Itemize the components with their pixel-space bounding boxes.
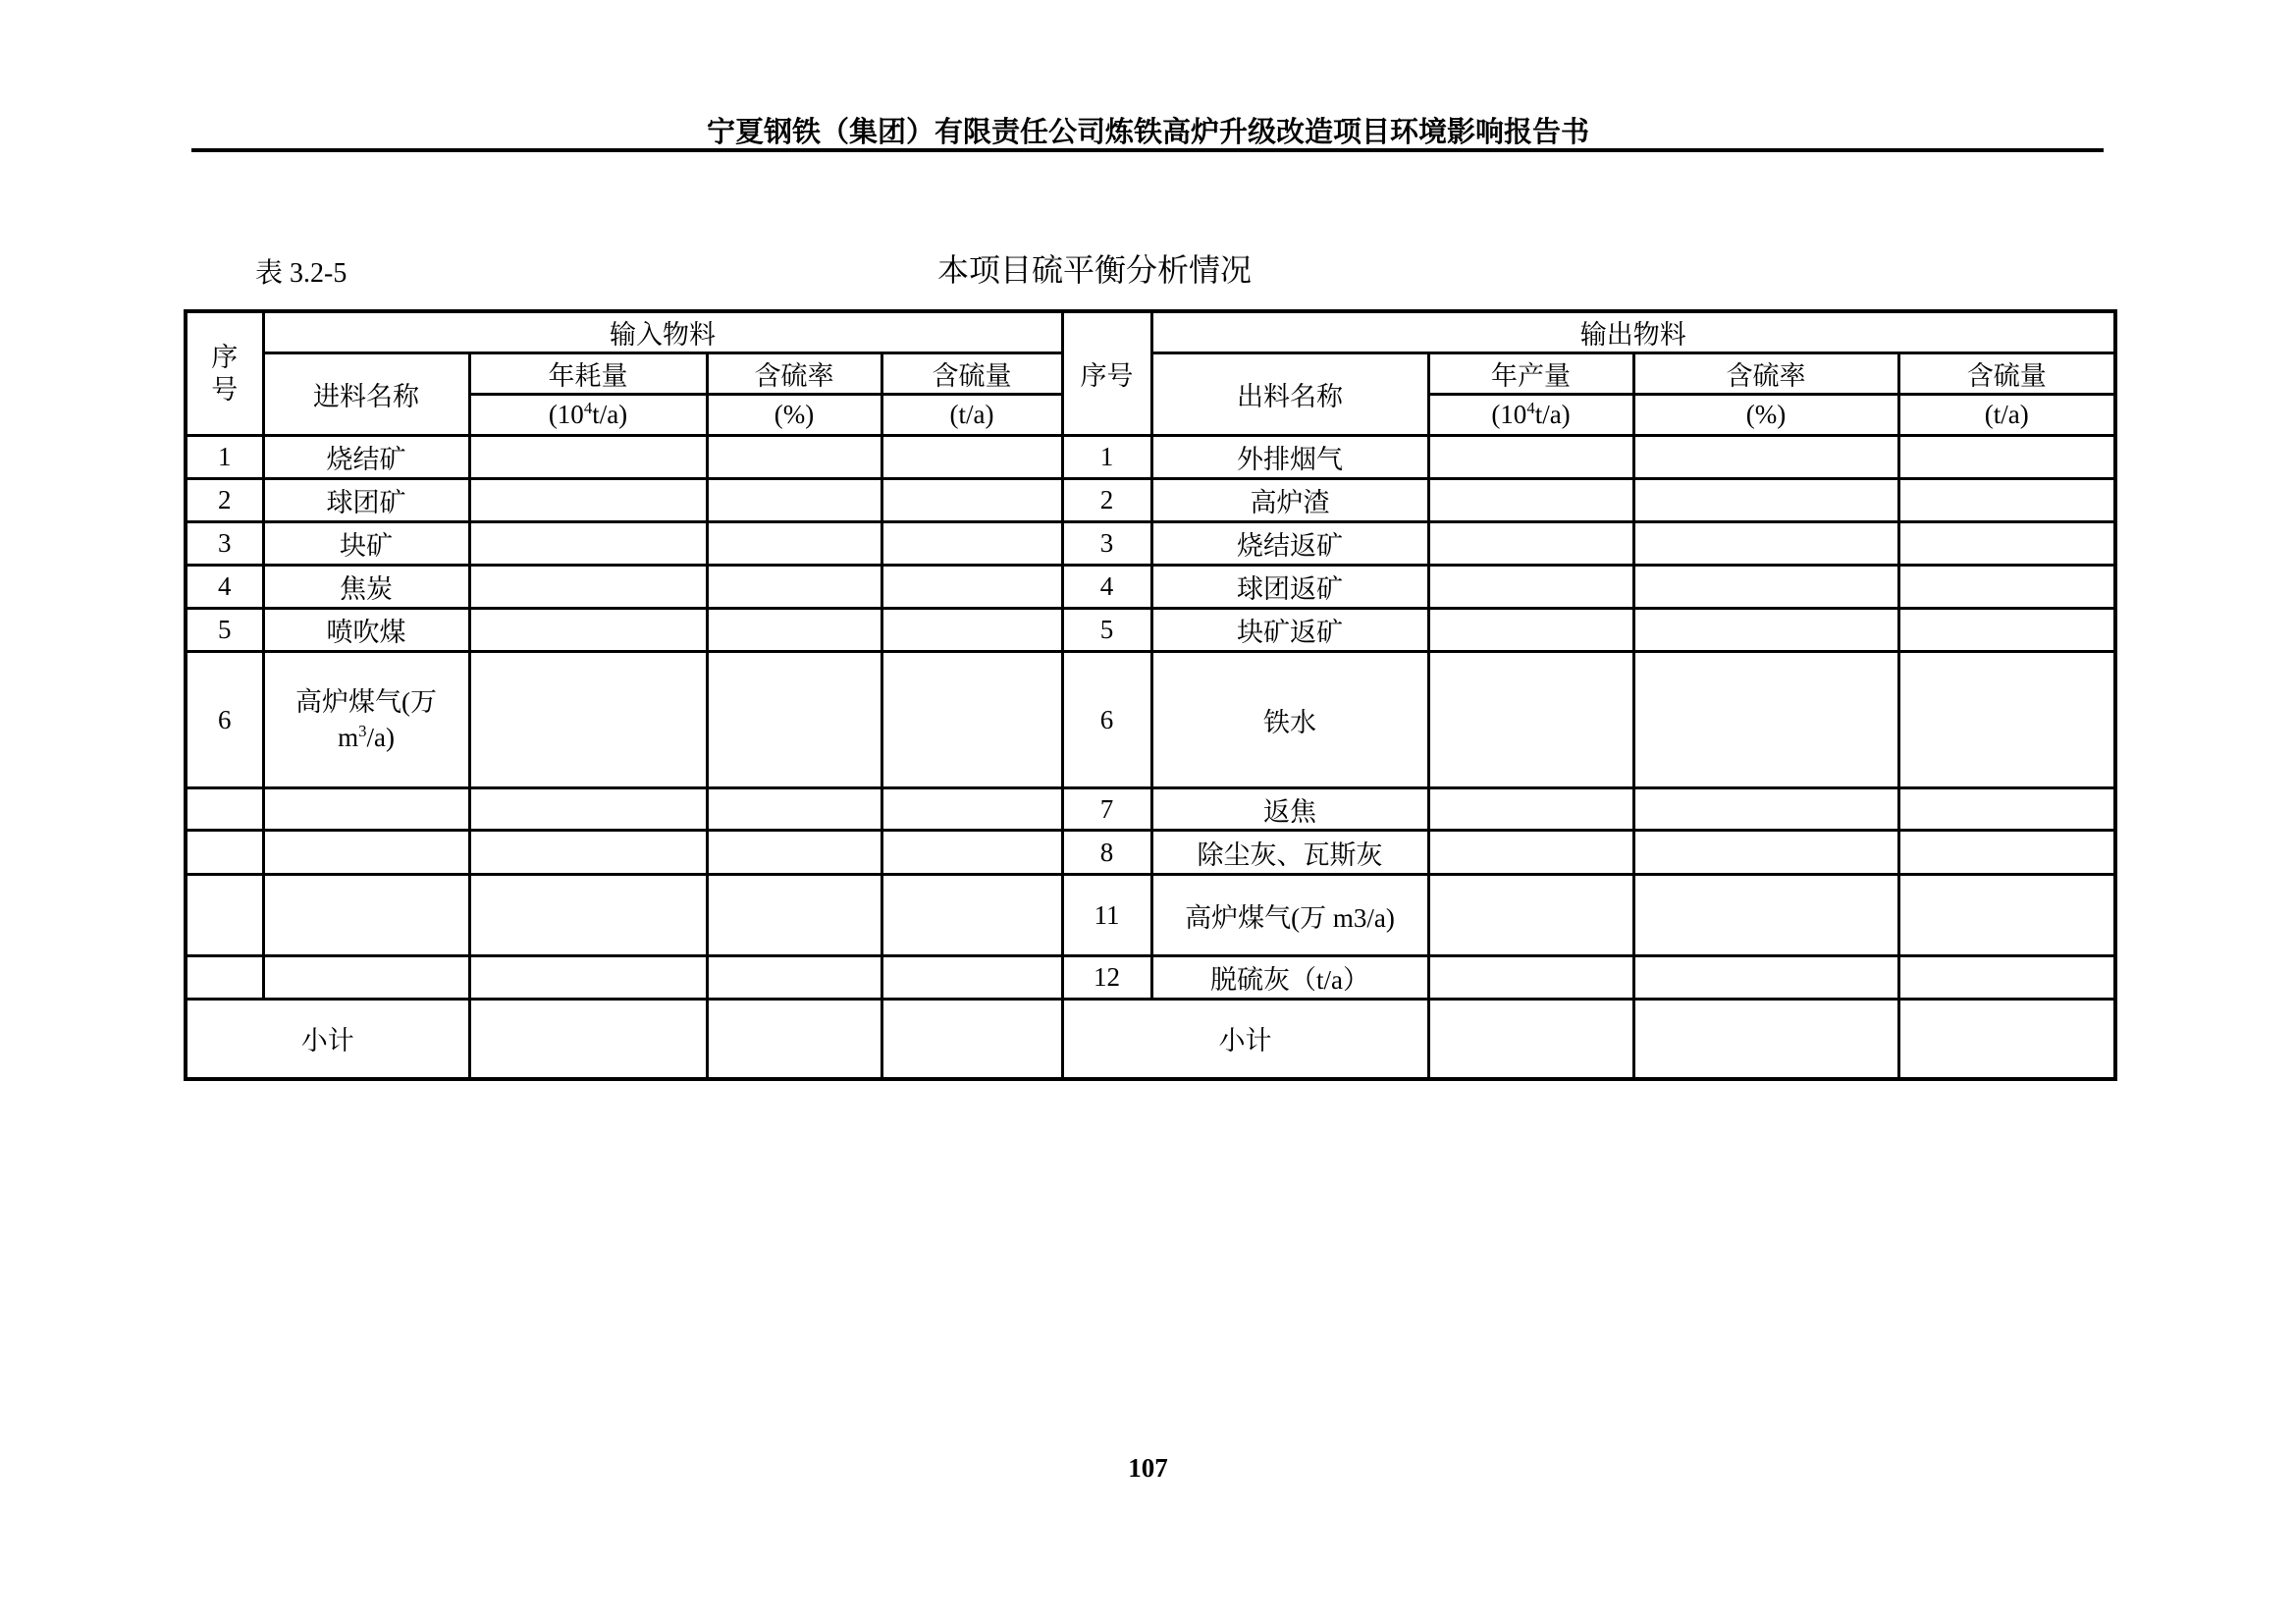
value-cell	[881, 831, 1062, 875]
value-cell	[881, 522, 1062, 566]
value-cell	[1633, 652, 1898, 788]
value-cell	[469, 436, 707, 479]
table-row	[186, 788, 2115, 831]
value-cell	[1898, 831, 2115, 875]
name-cell: 除尘灰、瓦斯灰	[1151, 831, 1428, 875]
seq-cell: 5	[1062, 609, 1151, 652]
unit-post: t/a)	[592, 400, 628, 429]
name-line2-sup: 3	[358, 722, 367, 740]
table-label: 表 3.2-5	[255, 258, 347, 289]
value-cell	[1898, 479, 2115, 522]
value-cell	[1898, 652, 2115, 788]
value-cell	[1898, 875, 2115, 956]
value-cell	[707, 522, 881, 566]
input-amount-header: 含硫量	[881, 353, 1062, 395]
seq-cell: 6	[1062, 652, 1151, 788]
name-cell: 烧结矿	[263, 436, 469, 479]
value-cell	[707, 566, 881, 609]
value-cell	[707, 436, 881, 479]
name-cell: 喷吹煤	[263, 609, 469, 652]
page-number: 107	[1128, 1453, 1168, 1483]
value-cell	[1633, 831, 1898, 875]
value-cell	[881, 956, 1062, 1000]
value-cell	[1428, 436, 1633, 479]
seq-cell: 11	[1062, 875, 1151, 956]
value-cell	[881, 479, 1062, 522]
output-amount-unit: (t/a)	[1898, 395, 2115, 436]
output-name-header: 出料名称	[1151, 353, 1428, 436]
value-cell	[707, 609, 881, 652]
table-row	[186, 609, 2115, 652]
table-title: 本项目硫平衡分析情况	[937, 252, 1253, 288]
name-cell	[263, 788, 469, 831]
value-cell	[881, 875, 1062, 956]
input-group-header: 输入物料	[263, 311, 1062, 353]
name-cell: 块矿返矿	[1151, 609, 1428, 652]
input-rate-unit: (%)	[707, 395, 881, 436]
value-cell	[1633, 566, 1898, 609]
value-cell	[469, 1000, 707, 1079]
unit-sup: 4	[583, 399, 593, 417]
output-amount-header: 含硫量	[1898, 353, 2115, 395]
value-cell	[1633, 522, 1898, 566]
value-cell	[469, 652, 707, 788]
value-cell	[881, 566, 1062, 609]
value-cell	[1898, 436, 2115, 479]
name-line2-pre: m	[338, 723, 359, 752]
seq-cell: 7	[1062, 788, 1151, 831]
value-cell	[1428, 609, 1633, 652]
table-row	[186, 831, 2115, 875]
table-row	[186, 875, 2115, 956]
value-cell	[881, 1000, 1062, 1079]
value-cell	[707, 875, 881, 956]
value-cell	[469, 956, 707, 1000]
output-rate-unit: (%)	[1633, 395, 1898, 436]
value-cell	[707, 788, 881, 831]
name-cell: 球团返矿	[1151, 566, 1428, 609]
value-cell	[881, 652, 1062, 788]
seq-cell	[186, 788, 263, 831]
value-cell	[1633, 609, 1898, 652]
value-cell	[1428, 788, 1633, 831]
value-cell	[707, 831, 881, 875]
value-cell	[469, 522, 707, 566]
value-cell	[707, 652, 881, 788]
name-cell: 脱硫灰（t/a）	[1151, 956, 1428, 1000]
seq-cell: 4	[186, 566, 263, 609]
value-cell	[1898, 566, 2115, 609]
seq-cell: 1	[1062, 436, 1151, 479]
name-cell: 烧结返矿	[1151, 522, 1428, 566]
input-seq-header-char2: 号	[211, 374, 239, 405]
name-line1: 高炉煤气(万	[295, 686, 437, 717]
unit-sup: 4	[1526, 399, 1535, 417]
value-cell	[1428, 831, 1633, 875]
value-cell	[1898, 788, 2115, 831]
input-subtotal-label: 小计	[186, 1000, 469, 1079]
value-cell	[1633, 956, 1898, 1000]
subtotal-row	[186, 1000, 2115, 1079]
value-cell	[1428, 956, 1633, 1000]
name-line2-post: /a)	[366, 723, 395, 752]
seq-cell: 12	[1062, 956, 1151, 1000]
value-cell	[469, 831, 707, 875]
value-cell	[1898, 956, 2115, 1000]
seq-cell: 2	[186, 479, 263, 522]
value-cell	[1633, 479, 1898, 522]
name-cell: 高炉渣	[1151, 479, 1428, 522]
seq-cell	[186, 875, 263, 956]
name-cell	[263, 956, 469, 1000]
seq-cell: 6	[186, 652, 263, 788]
input-amount-unit: (t/a)	[881, 395, 1062, 436]
document-header-title: 宁夏钢铁（集团）有限责任公司炼铁高炉升级改造项目环境影响报告书	[706, 117, 1589, 148]
value-cell	[469, 566, 707, 609]
value-cell	[1428, 875, 1633, 956]
sulfur-balance-table	[184, 309, 2117, 1081]
output-seq-header: 序号	[1062, 311, 1151, 436]
name-line2	[269, 720, 464, 755]
value-cell	[469, 788, 707, 831]
seq-cell	[186, 831, 263, 875]
table-row	[186, 566, 2115, 609]
value-cell	[881, 609, 1062, 652]
unit-pre: (10	[548, 400, 584, 429]
unit-post: t/a)	[1534, 400, 1571, 429]
table-row	[186, 956, 2115, 1000]
value-cell	[881, 436, 1062, 479]
seq-cell: 2	[1062, 479, 1151, 522]
value-cell	[1428, 479, 1633, 522]
name-cell: 焦炭	[263, 566, 469, 609]
output-subtotal-label: 小计	[1062, 1000, 1428, 1079]
name-cell: 返焦	[1151, 788, 1428, 831]
value-cell	[1428, 1000, 1633, 1079]
value-cell	[1898, 609, 2115, 652]
value-cell	[707, 479, 881, 522]
seq-cell: 4	[1062, 566, 1151, 609]
name-cell	[263, 652, 469, 788]
input-qty-unit	[469, 395, 707, 436]
value-cell	[707, 1000, 881, 1079]
value-cell	[469, 875, 707, 956]
input-qty-header: 年耗量	[469, 353, 707, 395]
value-cell	[1633, 1000, 1898, 1079]
table-row	[186, 652, 2115, 788]
seq-cell: 8	[1062, 831, 1151, 875]
name-cell	[263, 831, 469, 875]
value-cell	[1898, 522, 2115, 566]
value-cell	[1428, 652, 1633, 788]
name-cell	[263, 875, 469, 956]
header-rule	[191, 148, 2104, 152]
name-cell: 高炉煤气(万 m3/a)	[1151, 875, 1428, 956]
input-name-header: 进料名称	[263, 353, 469, 436]
value-cell	[1633, 788, 1898, 831]
input-rate-header: 含硫率	[707, 353, 881, 395]
output-rate-header: 含硫率	[1633, 353, 1898, 395]
value-cell	[469, 609, 707, 652]
table-header-row-groups	[186, 311, 2115, 353]
output-group-header: 输出物料	[1151, 311, 2115, 353]
seq-cell	[186, 956, 263, 1000]
seq-cell: 3	[186, 522, 263, 566]
output-qty-header: 年产量	[1428, 353, 1633, 395]
value-cell	[1428, 522, 1633, 566]
seq-cell: 3	[1062, 522, 1151, 566]
value-cell	[1428, 566, 1633, 609]
table-row	[186, 479, 2115, 522]
unit-pre: (10	[1491, 400, 1527, 429]
value-cell	[1898, 1000, 2115, 1079]
value-cell	[469, 479, 707, 522]
table-row	[186, 522, 2115, 566]
name-cell: 铁水	[1151, 652, 1428, 788]
table-row	[186, 436, 2115, 479]
value-cell	[707, 956, 881, 1000]
name-cell: 块矿	[263, 522, 469, 566]
output-qty-unit	[1428, 395, 1633, 436]
seq-cell: 1	[186, 436, 263, 479]
name-cell: 球团矿	[263, 479, 469, 522]
name-cell: 外排烟气	[1151, 436, 1428, 479]
input-seq-header-char1: 序	[211, 343, 239, 373]
seq-cell: 5	[186, 609, 263, 652]
input-seq-header	[186, 311, 263, 436]
value-cell	[1633, 436, 1898, 479]
value-cell	[881, 788, 1062, 831]
value-cell	[1633, 875, 1898, 956]
